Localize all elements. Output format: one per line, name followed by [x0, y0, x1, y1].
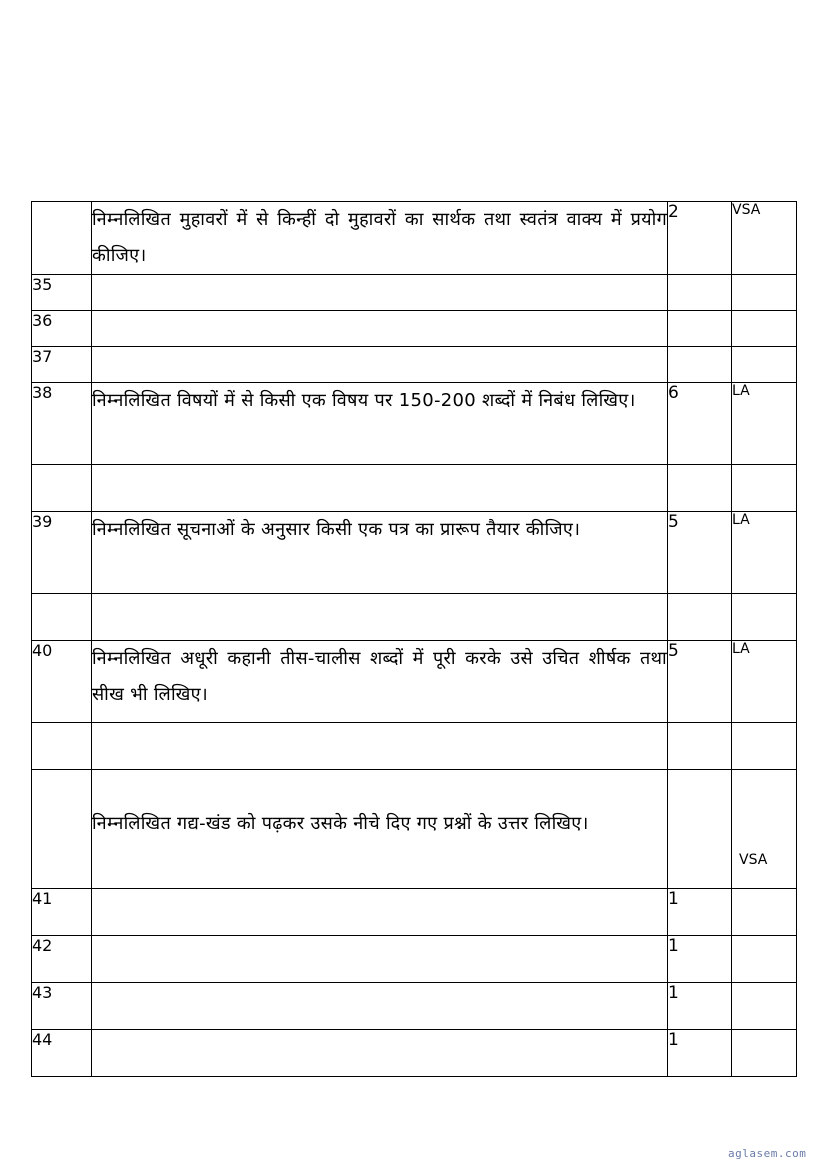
table-row [32, 889, 797, 936]
question-text [92, 889, 668, 936]
question-number [32, 202, 92, 275]
question-text [92, 723, 668, 770]
table-row [32, 275, 797, 311]
question-marks [668, 723, 732, 770]
question-type: LA [732, 641, 797, 723]
question-text [92, 983, 668, 1030]
question-type [732, 889, 797, 936]
question-type: LA [732, 512, 797, 594]
question-type [732, 347, 797, 383]
question-text [92, 936, 668, 983]
question-number: 39 [32, 512, 92, 594]
question-marks [668, 347, 732, 383]
question-marks [668, 770, 732, 889]
question-text [92, 1030, 668, 1077]
table-row [32, 383, 797, 465]
table-row [32, 983, 797, 1030]
table-row [32, 465, 797, 512]
question-type [732, 936, 797, 983]
question-text [92, 594, 668, 641]
question-type [732, 1030, 797, 1077]
question-type [732, 594, 797, 641]
question-number [32, 723, 92, 770]
watermark-text: aglasem.com [728, 1147, 807, 1160]
question-text: निम्नलिखित गद्य-खंड को पढ़कर उसके नीचे दिए गए प्रश्नों के उत्तर लिखिए। [92, 770, 668, 889]
question-table [31, 201, 797, 1077]
question-type [732, 275, 797, 311]
question-number: 38 [32, 383, 92, 465]
question-type [732, 311, 797, 347]
question-text [92, 465, 668, 512]
question-type [732, 723, 797, 770]
question-marks: 1 [668, 1030, 732, 1077]
table-row [32, 641, 797, 723]
question-text [92, 311, 668, 347]
table-row [32, 936, 797, 983]
table-row [32, 512, 797, 594]
question-type [732, 983, 797, 1030]
question-number: 40 [32, 641, 92, 723]
question-number [32, 594, 92, 641]
table-row [32, 723, 797, 770]
table-row [32, 202, 797, 275]
question-text: निम्नलिखित मुहावरों में से किन्हीं दो मुहावरों का सार्थक तथा स्वतंत्र वाक्य में प्रयोग कीजिए। [92, 202, 668, 275]
question-number: 37 [32, 347, 92, 383]
question-number [32, 770, 92, 889]
question-number: 42 [32, 936, 92, 983]
question-number: 44 [32, 1030, 92, 1077]
question-number [32, 465, 92, 512]
question-type: VSA [732, 202, 797, 275]
question-marks: 2 [668, 202, 732, 275]
question-marks: 1 [668, 983, 732, 1030]
table-row [32, 311, 797, 347]
question-text: निम्नलिखित सूचनाओं के अनुसार किसी एक पत्र का प्रारूप तैयार कीजिए। [92, 512, 668, 594]
question-number: 43 [32, 983, 92, 1030]
question-marks: 1 [668, 889, 732, 936]
question-marks: 1 [668, 936, 732, 983]
question-text: निम्नलिखित अधूरी कहानी तीस-चालीस शब्दों में पूरी करके उसे उचित शीर्षक तथा सीख भी लिखिए। [92, 641, 668, 723]
question-type: LA [732, 383, 797, 465]
question-marks: 6 [668, 383, 732, 465]
question-number: 36 [32, 311, 92, 347]
question-text [92, 275, 668, 311]
table-row [32, 347, 797, 383]
question-marks: 5 [668, 641, 732, 723]
question-number: 41 [32, 889, 92, 936]
question-number: 35 [32, 275, 92, 311]
question-text: निम्नलिखित विषयों में से किसी एक विषय पर 150-200 शब्दों में निबंध लिखिए। [92, 383, 668, 465]
table-row [32, 594, 797, 641]
question-marks [668, 275, 732, 311]
table-row [32, 1030, 797, 1077]
question-marks [668, 465, 732, 512]
question-type [732, 465, 797, 512]
question-type: VSA [732, 770, 797, 889]
question-marks: 5 [668, 512, 732, 594]
table-row [32, 770, 797, 889]
question-marks [668, 311, 732, 347]
question-marks [668, 594, 732, 641]
question-text [92, 347, 668, 383]
